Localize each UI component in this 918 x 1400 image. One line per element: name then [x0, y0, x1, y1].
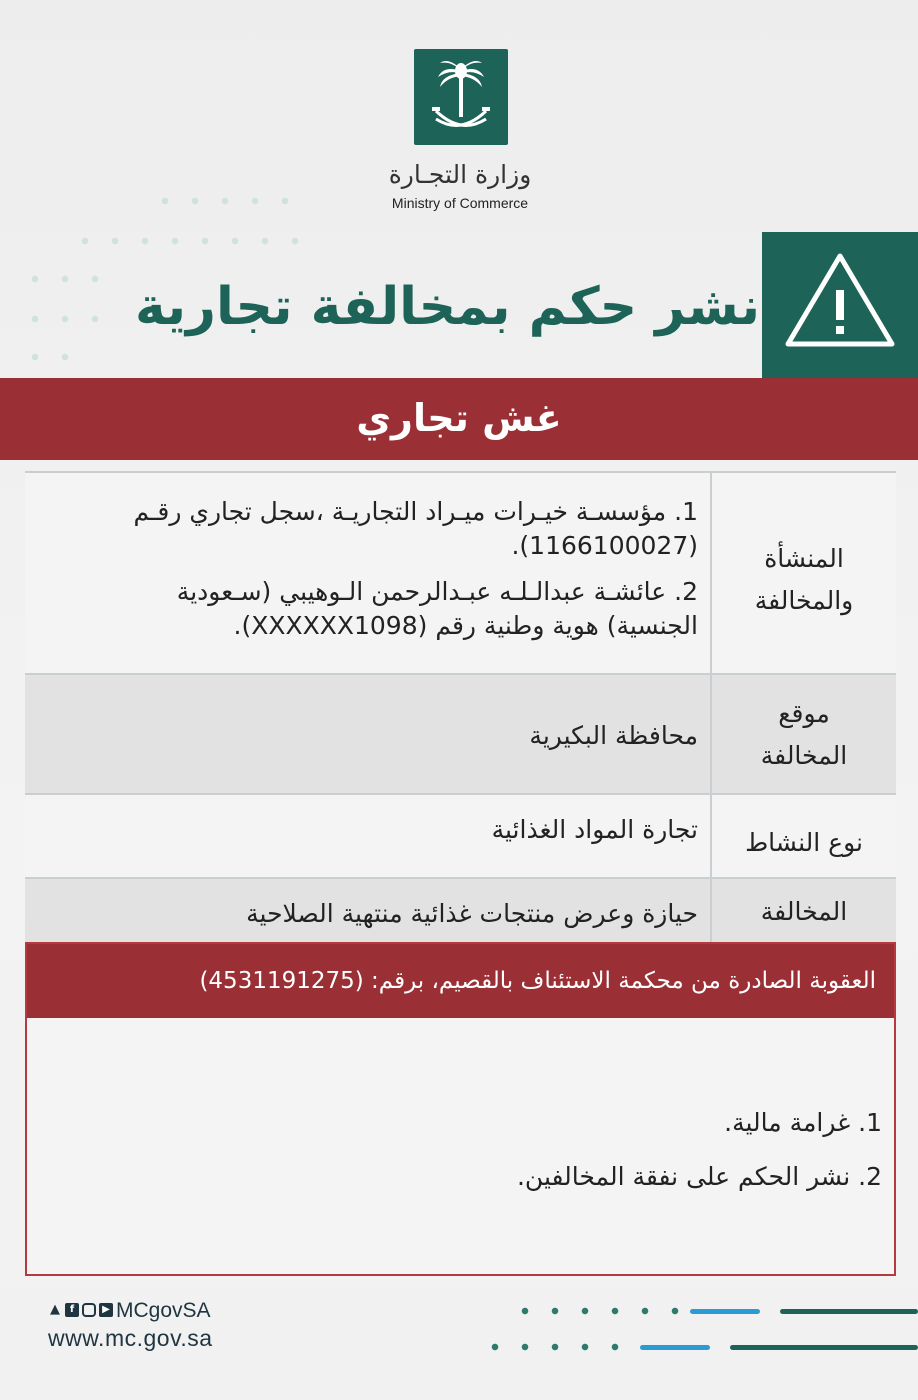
row-value-line: تجارة المواد الغذائية	[491, 815, 698, 844]
social-icons	[48, 1303, 113, 1317]
penalty-heading: العقوبة الصادرة من محكمة الاستئناف بالقصيم، برقم: (4531191275)	[199, 968, 876, 994]
row-label-text: موقع المخالفة	[760, 699, 848, 770]
decorative-dots	[510, 1306, 680, 1316]
row-label-text: المخالفة	[760, 897, 848, 926]
facebook-icon[interactable]: f	[65, 1303, 79, 1317]
ministry-logo	[414, 49, 508, 145]
row-value	[30, 473, 698, 697]
website-link[interactable]: www.mc.gov.sa	[48, 1325, 213, 1351]
decorative-dots	[20, 352, 80, 362]
table-row	[25, 877, 896, 945]
warning-box	[762, 232, 918, 378]
row-value-line: الجنسية) هوية وطنية رقم (XXXXXX1098).	[233, 611, 698, 640]
row-label-text: نوع النشاط	[745, 828, 863, 857]
row-label	[710, 675, 896, 795]
row-value-line: حيازة وعرض منتجات غذائية منتهية الصلاحية	[246, 899, 698, 928]
decorative-line	[730, 1345, 918, 1350]
decorative-line	[640, 1345, 710, 1350]
social-handle[interactable]: MCgovSA	[116, 1299, 211, 1322]
decorative-dots	[480, 1342, 630, 1352]
row-label-text: المنشأة والمخالفة	[754, 544, 854, 615]
ministry-name-ar: وزارة التجـارة	[388, 160, 532, 189]
decorative-dots	[70, 236, 310, 246]
decorative-line	[690, 1309, 760, 1314]
penalty-item: 2. نشر الحكم على نفقة المخالفين.	[516, 1162, 882, 1191]
category-label: غش تجاري	[356, 396, 562, 440]
penalty-item: 1. غرامة مالية.	[724, 1108, 882, 1137]
table-row	[25, 673, 896, 795]
twitter-icon[interactable]: ▲	[50, 1302, 60, 1317]
row-value-line: (1166100027).	[511, 531, 698, 560]
page-title: نشر حكم بمخالفة تجارية	[135, 277, 760, 337]
row-label	[710, 473, 896, 681]
palm-swords-emblem-icon	[414, 49, 508, 145]
instagram-icon[interactable]	[82, 1303, 96, 1317]
row-value-line: 1. مؤسسـة خيـرات ميـراد التجاريـة ،سجل تجاري رقـم	[133, 497, 698, 526]
warning-triangle-icon	[762, 232, 918, 378]
penalty-section	[25, 942, 896, 1276]
row-value-line: محافظة البكيرية	[529, 721, 698, 750]
table-row	[25, 471, 896, 675]
ministry-name-en: Ministry of Commerce	[391, 195, 529, 211]
row-label	[710, 795, 896, 885]
table-row	[25, 793, 896, 879]
row-value-line: 2. عائشـة عبدالـلـه عبـدالرحمن الـوهيبي (سـعودية	[176, 577, 698, 606]
row-label	[710, 879, 896, 945]
youtube-icon[interactable]: ▶	[99, 1303, 113, 1317]
decorative-line	[780, 1309, 918, 1314]
decorative-dots	[150, 196, 310, 206]
